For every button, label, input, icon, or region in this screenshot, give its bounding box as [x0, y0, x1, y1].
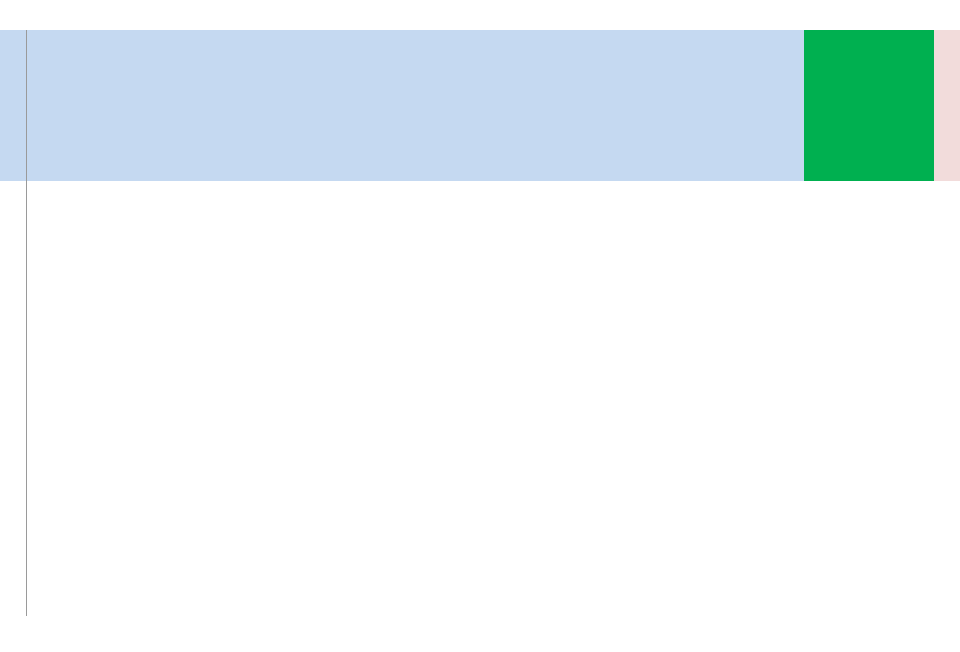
column-divider — [26, 30, 27, 616]
header-adres — [612, 30, 772, 181]
header-wynik-kraju — [934, 30, 960, 181]
header-gmina — [130, 30, 244, 181]
header-liczba-zdajacych — [772, 30, 804, 181]
header-powiat — [26, 30, 130, 181]
header-wojewodztwo — [0, 30, 26, 181]
header-typ-gminy — [244, 30, 276, 181]
header-wynik-okregu — [908, 30, 934, 181]
header-miejscowosc — [503, 30, 612, 181]
header-wynik-powiatu — [854, 30, 880, 181]
header-wynik-gminy — [829, 30, 854, 181]
header-nazwa-szkoly — [276, 30, 503, 181]
header-wynik-szkoly — [804, 30, 829, 181]
header-wynik-wojewodztwa — [880, 30, 908, 181]
